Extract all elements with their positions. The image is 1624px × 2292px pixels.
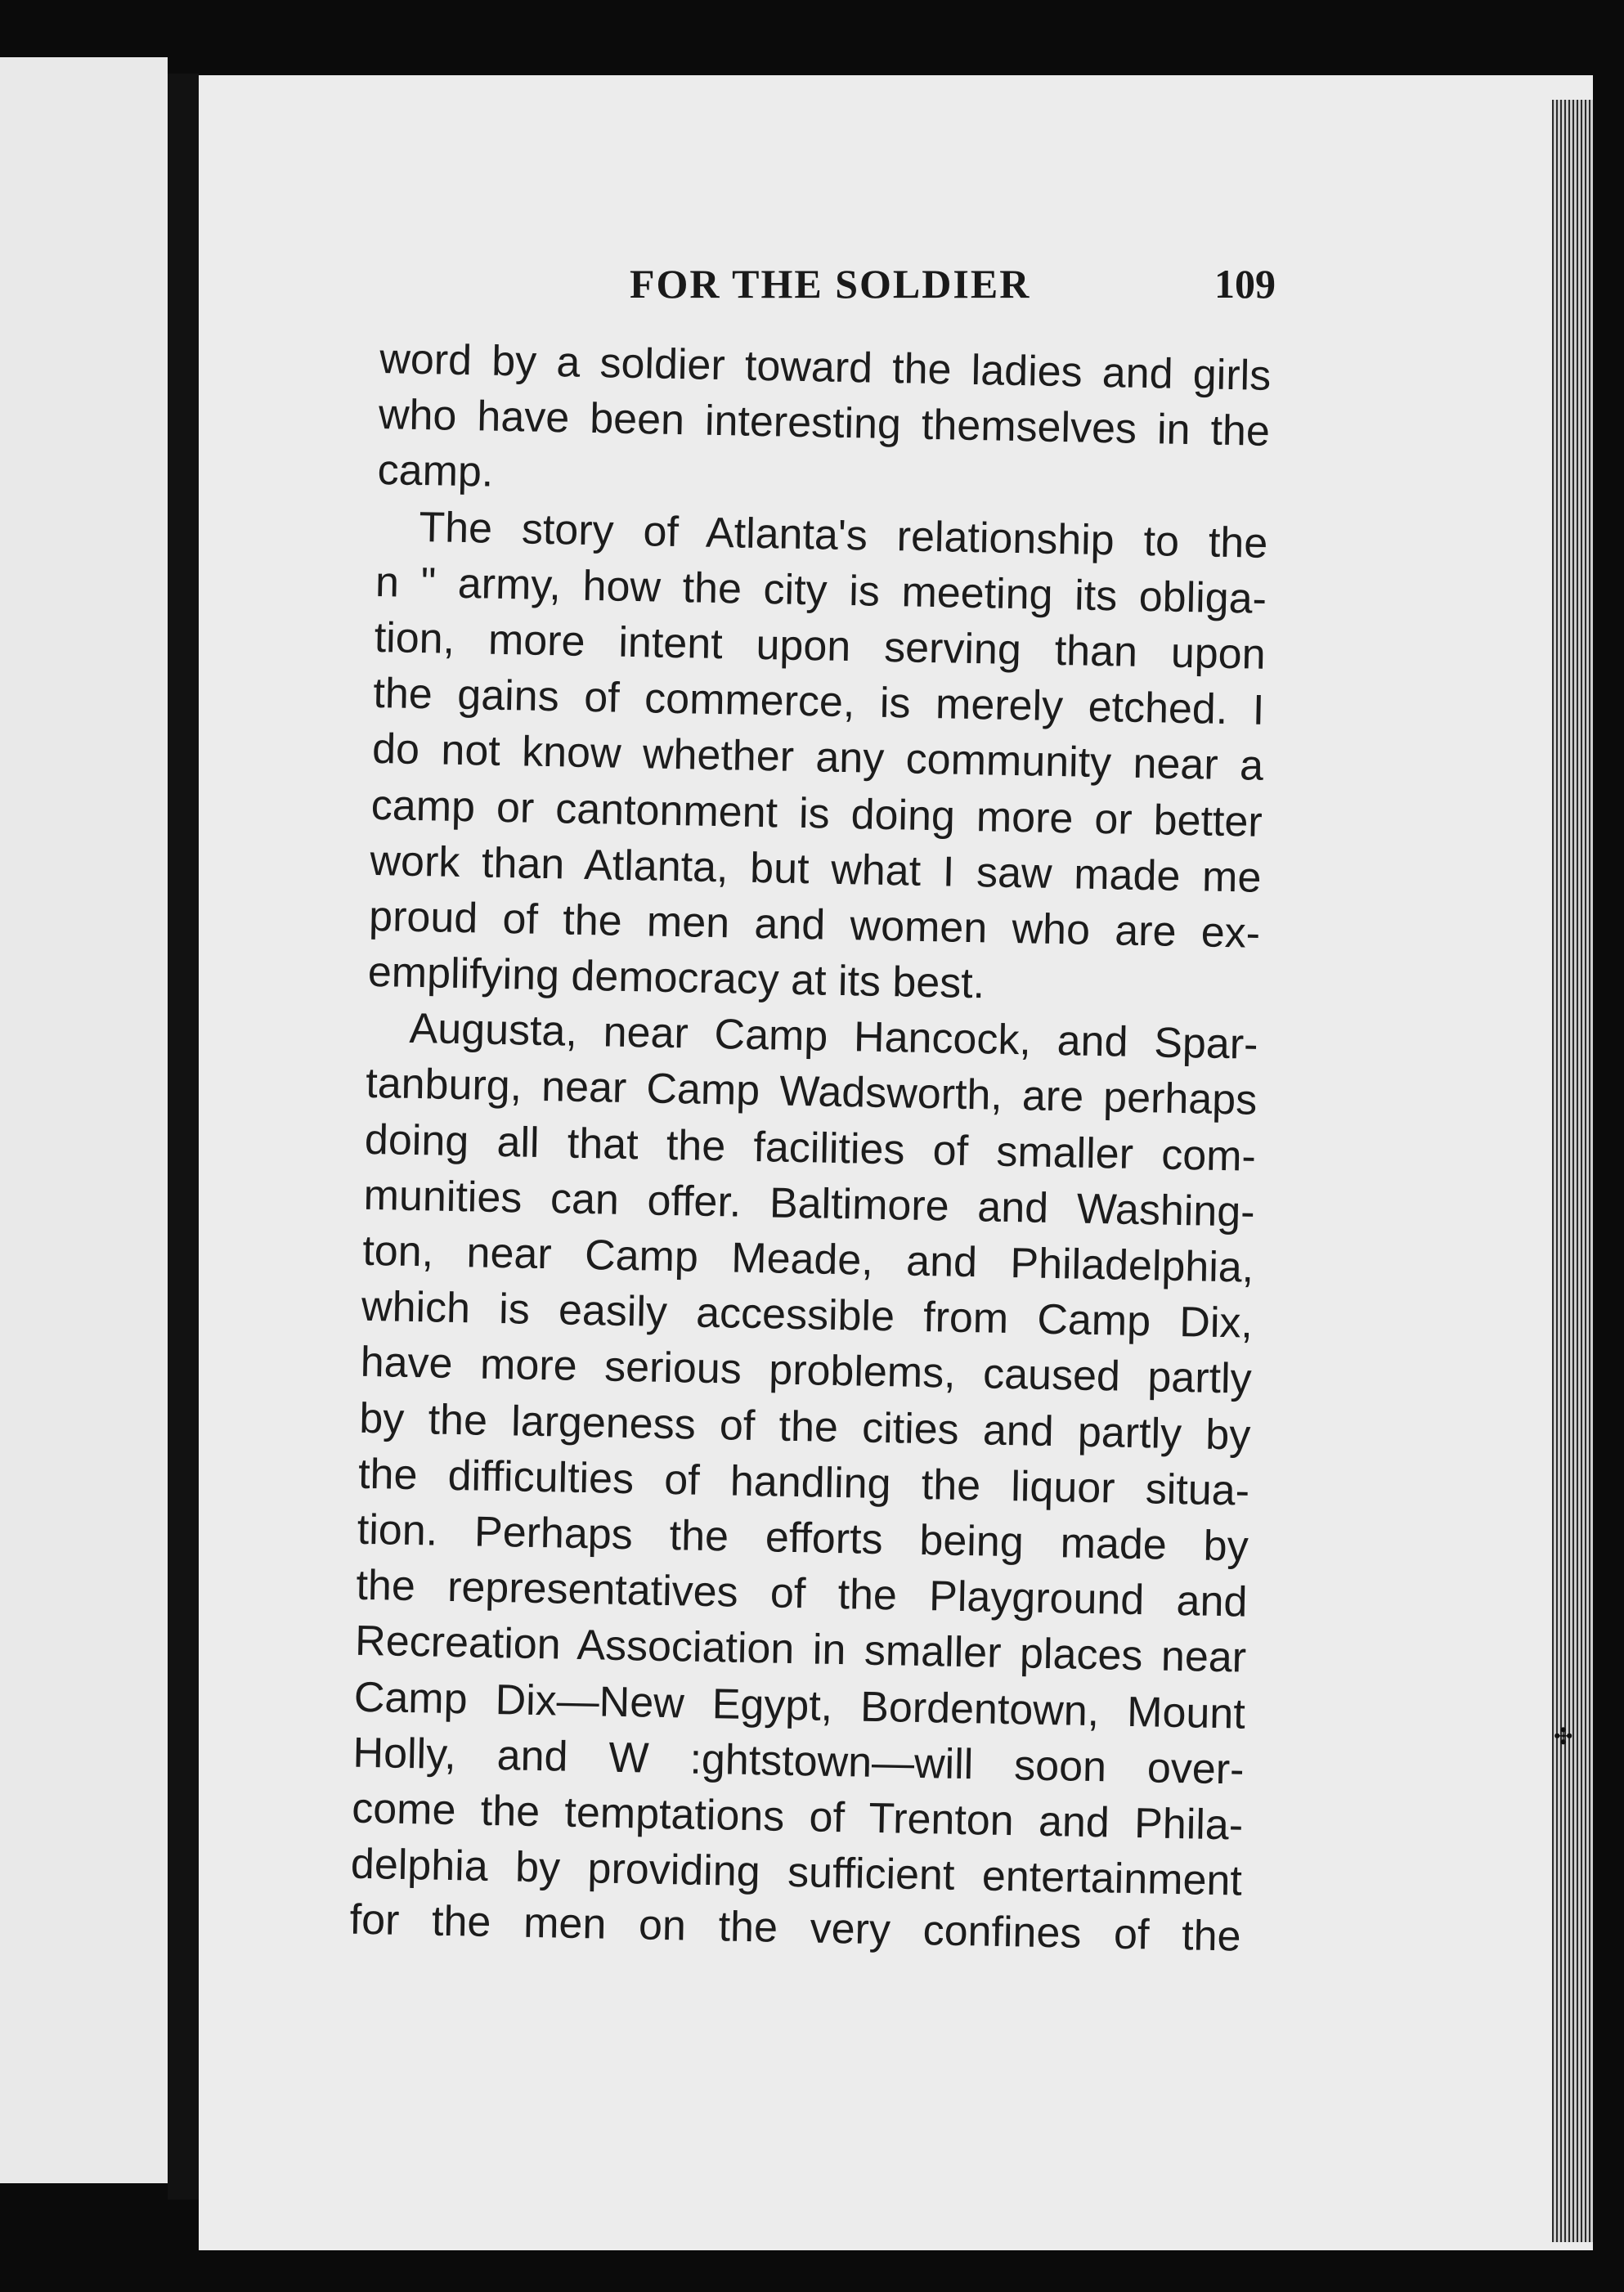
text-line: n " army, how the city is meeting its obliga- (375, 558, 1267, 623)
text-line: Recreation Association in smaller places near (354, 1617, 1247, 1682)
text-line: work than Atlanta, but what I saw made me (370, 837, 1262, 902)
text-line: word by a soldier toward the ladies and girls (379, 334, 1272, 400)
text-line: the gains of commerce, is merely etched. I (372, 670, 1265, 734)
text-line: camp or cantonment is doing more or better (370, 781, 1263, 846)
text-line: do not know whether any community near a (371, 725, 1264, 791)
text-line: The story of Atlanta's relationship to the (418, 503, 1268, 567)
text-line: who have been interesting themselves in the (378, 391, 1271, 456)
text-line: emplifying democracy at its best. (367, 948, 985, 1008)
text-line: camp. (377, 446, 494, 497)
facing-page-edge (0, 57, 168, 2183)
running-header (425, 260, 1276, 317)
text-line: which is easily accessible from Camp Dix, (361, 1282, 1254, 1348)
text-line: the difficulties of handling the liquor situa- (357, 1450, 1250, 1515)
edge-mark-icon: ✣ (1554, 1725, 1573, 1750)
text-line: proud of the men and women who are ex- (368, 892, 1261, 958)
text-line: munities can offer. Baltimore and Washing- (363, 1171, 1256, 1236)
page-number: 109 (1214, 261, 1276, 307)
page-edge-stack (1552, 100, 1593, 2242)
text-line: the representatives of the Playground and (355, 1561, 1248, 1626)
text-line: Holly, and W :ghtstown—will soon over- (352, 1729, 1245, 1794)
book-gutter (168, 74, 199, 2200)
text-line: Augusta, near Camp Hancock, and Spar- (409, 1005, 1258, 1070)
body-text (349, 331, 1272, 1965)
text-line: have more serious problems, caused partly (360, 1339, 1253, 1404)
text-line: tion. Perhaps the efforts being made by (357, 1505, 1249, 1571)
text-line: tion, more intent upon serving than upon (374, 613, 1267, 679)
text-line: by the largeness of the cities and partly by (358, 1394, 1251, 1460)
text-line: delphia by providing sufficient entertainment (350, 1840, 1243, 1905)
text-line: ton, near Camp Meade, and Philadelphia, (361, 1227, 1254, 1292)
text-line: doing all that the facilities of smaller com- (364, 1115, 1257, 1181)
text-line: for the men on the very confines of the (349, 1895, 1242, 1961)
text-line: tanburg, near Camp Wadsworth, are perhaps (365, 1060, 1258, 1125)
running-title: FOR THE SOLDIER (630, 261, 1031, 307)
text-line: come the temptations of Trenton and Phila- (351, 1784, 1244, 1850)
text-line: Camp Dix—New Egypt, Bordentown, Mount (353, 1673, 1246, 1738)
